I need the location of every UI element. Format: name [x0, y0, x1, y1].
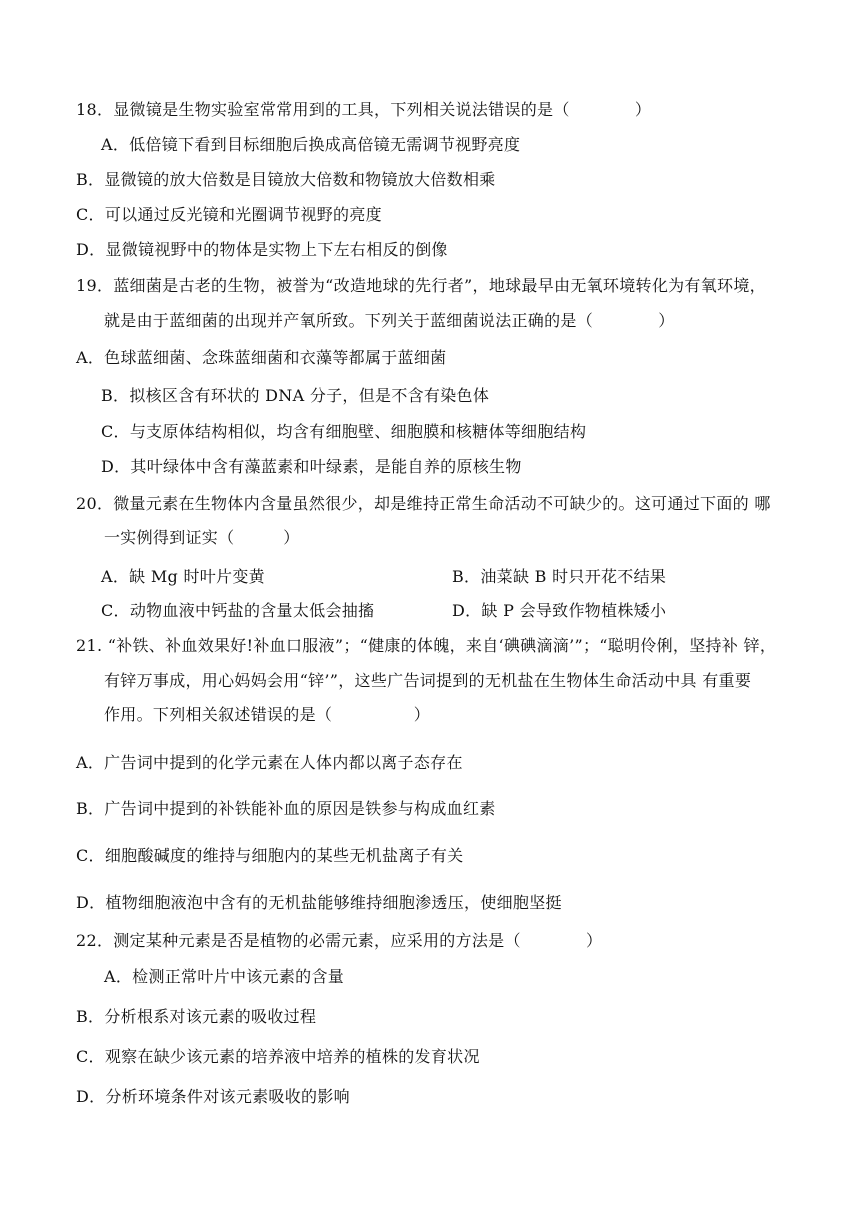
- q21-option-c: C．细胞酸碱度的维持与细胞内的某些无机盐离子有关: [76, 846, 464, 865]
- q21-option-d: D．植物细胞液泡中含有的无机盐能够维持细胞渗透压，使细胞坚挺: [76, 893, 562, 912]
- q18-option-d: D．显微镜视野中的物体是实物上下左右相反的倒像: [76, 240, 448, 259]
- q20-option-b: B．油菜缺 B 时只开花不结果: [452, 567, 667, 586]
- q18-option-b: B．显微镜的放大倍数是目镜放大倍数和物镜放大倍数相乘: [76, 170, 496, 189]
- q19-stem-line2: 就是由于蓝细菌的出现并产氧所致。下列关于蓝细菌说法正确的是（ ）: [104, 311, 675, 330]
- q19-option-c: C．与支原体结构相似，均含有细胞壁、细胞膜和核糖体等细胞结构: [101, 422, 587, 441]
- q18-option-c: C．可以通过反光镜和光圈调节视野的亮度: [76, 205, 382, 224]
- q18-stem-line1: 18．显微镜是生物实验室常常用到的工具，下列相关说法错误的是（ ）: [76, 100, 652, 119]
- q19-stem-line1: 19．蓝细菌是古老的生物，被誉为“改造地球的先行者”，地球最早由无氧环境转化为有氧环境，: [76, 276, 766, 295]
- q21-option-b: B．广告词中提到的补铁能补血的原因是铁参与构成血红素: [76, 799, 496, 818]
- q18-option-a: A．低倍镜下看到目标细胞后换成高倍镜无需调节视野亮度: [101, 135, 521, 154]
- q22-stem-line1: 22．测定某种元素是否是植物的必需元素，应采用的方法是（ ）: [76, 931, 603, 950]
- q22-option-a: A．检测正常叶片中该元素的含量: [104, 967, 345, 986]
- q21-stem-line3: 作用。下列相关叙述错误的是（ ）: [104, 705, 431, 724]
- q21-stem-line2: 有锌万事成，用心妈妈会用“锌’”，这些广告词提到的无机盐在生物体生命活动中具 有重要: [104, 671, 752, 690]
- q19-option-a: A．色球蓝细菌、念珠蓝细菌和衣藻等都属于蓝细菌: [76, 348, 447, 367]
- q20-stem-line2: 一实例得到证实（ ）: [104, 528, 300, 547]
- q22-option-c: C．观察在缺少该元素的培养液中培养的植株的发育状况: [76, 1047, 480, 1066]
- q20-option-a: A．缺 Mg 时叶片变黄: [101, 567, 265, 586]
- q20-stem-line1: 20．微量元素在生物体内含量虽然很少，却是维持正常生命活动不可缺少的。这可通过下面的 哪: [76, 494, 771, 513]
- q19-option-b: B．拟核区含有环状的 DNA 分子，但是不含有染色体: [101, 386, 490, 405]
- q20-option-c: C．动物血液中钙盐的含量太低会抽搐: [101, 601, 375, 620]
- q19-option-d: D．其叶绿体中含有藻蓝素和叶绿素，是能自养的原核生物: [101, 457, 522, 476]
- q22-option-d: D．分析环境条件对该元素吸收的影响: [76, 1087, 350, 1106]
- q21-option-a: A．广告词中提到的化学元素在人体内都以离子态存在: [76, 753, 463, 772]
- q21-stem-line1: 21. “补铁、补血效果好!补血口服液”；“健康的体魄，来自‘碘碘滴滴’”；“聪明伶俐，坚持补 锌，: [76, 636, 777, 655]
- q22-option-b: B．分析根系对该元素的吸收过程: [76, 1007, 317, 1026]
- q20-option-d: D．缺 P 会导致作物植株矮小: [452, 601, 667, 620]
